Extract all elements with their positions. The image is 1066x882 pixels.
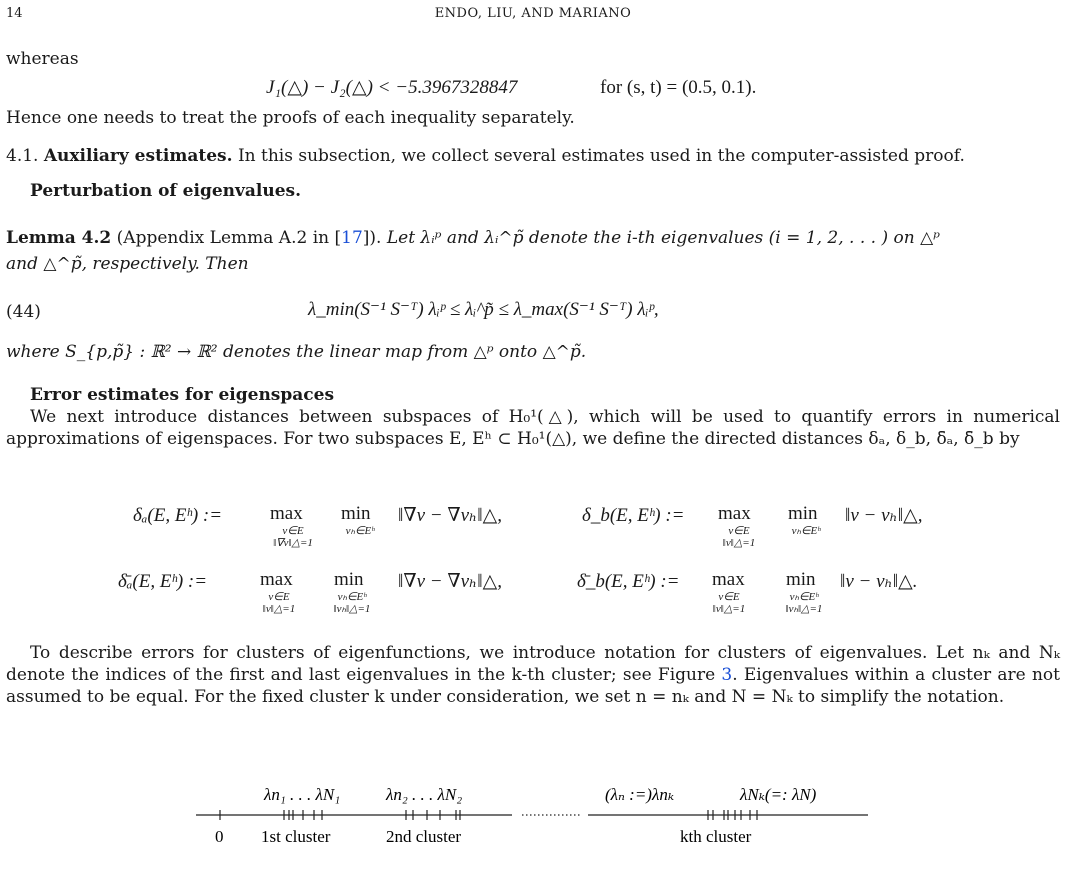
paragraph-clusters-after: . Eigenvalues within a cluster are not assumed to be equal. For the fixed cluster k under consideration, we set n = nₖ and N = Nₖ to simplify the notation. (6, 664, 1060, 707)
def-delta-b-bar-min: min (786, 569, 816, 590)
lemma-statement-cont: and △^p̃, respectively. Then (6, 254, 249, 274)
paragraph-hence: Hence one needs to treat the proofs of each inequality separately. (6, 108, 575, 128)
equation-j-condition: for (s, t) = (0.5, 0.1). (600, 77, 757, 98)
lemma-source-suffix: ]). (362, 228, 382, 248)
cluster-figure (0, 770, 1066, 882)
def-delta-b-bar-max-sub: v∈E ‖v‖△=1 (712, 591, 746, 615)
equation-number-44: (44) (6, 302, 41, 322)
def-delta-a-bar: δ̄ₐ(E, Eʰ) := (118, 571, 208, 592)
section-title: Auxiliary estimates. (43, 146, 233, 166)
figure-cluster2-top: λn₂ . . . λN₂ (386, 785, 463, 804)
def-delta-b-norm: ‖v − vₕ‖△, (845, 505, 923, 526)
figure-cluster1-top: λn₁ . . . λN₁ (264, 785, 341, 804)
def-delta-b-min-sub: vₕ∈Eʰ (791, 525, 821, 537)
def-delta-a-max: max (270, 503, 303, 524)
equation-44: λ_min(S⁻¹ S⁻ᵀ) λᵢᵖ ≤ λᵢ^p̃ ≤ λ_max(S⁻¹ S⁻ᵀ) λᵢᵖ, (308, 299, 659, 320)
page-number: 14 (6, 6, 23, 21)
def-delta-b-max-sub: v∈E ‖v‖△=1 (722, 525, 756, 549)
lemma-statement: Let λᵢᵖ and λᵢ^p̃ denote the i-th eigenvalues (i = 1, 2, . . . ) on △ᵖ (386, 228, 940, 248)
lemma-4-2 (6, 228, 940, 250)
figure-ref-link[interactable]: 3 (721, 664, 733, 685)
def-delta-b-max: max (718, 503, 751, 524)
paragraph-whereas: whereas (6, 49, 79, 69)
lemma-source-prefix: (Appendix Lemma A.2 in [ (116, 228, 342, 248)
def-delta-a-norm: ‖∇v − ∇vₕ‖△, (398, 505, 502, 526)
def-delta-a-bar-norm: ‖∇v − ∇vₕ‖△, (398, 571, 502, 592)
def-delta-b-bar-min-sub: vₕ∈Eʰ ‖vₕ‖△=1 (785, 591, 823, 615)
lemma-where: where S_{p,p̃} : ℝ² → ℝ² denotes the linear map from △ᵖ onto △^p̃. (6, 342, 587, 362)
def-delta-a-bar-min: min (334, 569, 364, 590)
citation-link[interactable]: 17 (341, 228, 363, 248)
def-delta-a-min: min (341, 503, 371, 524)
def-delta-b: δ_b(E, Eʰ) := (582, 505, 685, 526)
heading-perturbation: Perturbation of eigenvalues. (30, 181, 302, 201)
lemma-label: Lemma 4.2 (6, 228, 112, 248)
def-delta-b-bar-norm: ‖v − vₕ‖△. (840, 571, 918, 592)
def-delta-a-bar-min-sub: vₕ∈Eʰ ‖vₕ‖△=1 (333, 591, 371, 615)
paragraph-clusters (6, 643, 1060, 708)
def-delta-b-bar: δ̄_b(E, Eʰ) := (577, 571, 680, 592)
section-4-1 (6, 146, 965, 168)
figure-clusterk-top-left: (λₙ :=)λnₖ (605, 785, 675, 804)
def-delta-a-bar-max: max (260, 569, 293, 590)
figure-clusterk-top-right: λNₖ(=: λN) (740, 785, 817, 804)
section-number: 4.1. (6, 146, 39, 166)
def-delta-a: δₐ(E, Eʰ) := (133, 505, 223, 526)
running-title: ENDO, LIU, AND MARIANO (434, 6, 632, 21)
figure-cluster1-label: 1st cluster (261, 827, 331, 846)
figure-zero-label: 0 (215, 827, 224, 846)
paragraph-distances: We next introduce distances between subspaces of H₀¹(△), which will be used to quantify errors in numerical approximations of eigenspaces. For two subspaces E, Eʰ ⊂ H₀¹(△), we define the directed distances δₐ, δ_b, δ̄ₐ, δ̄_b by (6, 407, 1060, 449)
def-delta-a-bar-max-sub: v∈E ‖v‖△=1 (262, 591, 296, 615)
figure-cluster2-label: 2nd cluster (386, 827, 462, 846)
equation-j-difference: J₁(△) − J₂(△) < −5.3967328847 (266, 77, 518, 98)
def-delta-b-min: min (788, 503, 818, 524)
def-delta-a-max-sub: v∈E ‖∇v‖△=1 (273, 525, 313, 549)
def-delta-a-min-sub: vₕ∈Eʰ (345, 525, 375, 537)
figure-clusterk-label: kth cluster (680, 827, 752, 846)
paragraph-clusters-before: To describe errors for clusters of eigenfunctions, we introduce notation for clusters of eigenvalues. Let nₖ and Nₖ denote the indices of the first and last eigenvalues in the k-th cluster; see Figure (6, 643, 1060, 685)
section-intro: In this subsection, we collect several estimates used in the computer-assisted proof. (237, 146, 965, 166)
def-delta-b-bar-max: max (712, 569, 745, 590)
heading-error-estimates: Error estimates for eigenspaces (30, 385, 335, 405)
